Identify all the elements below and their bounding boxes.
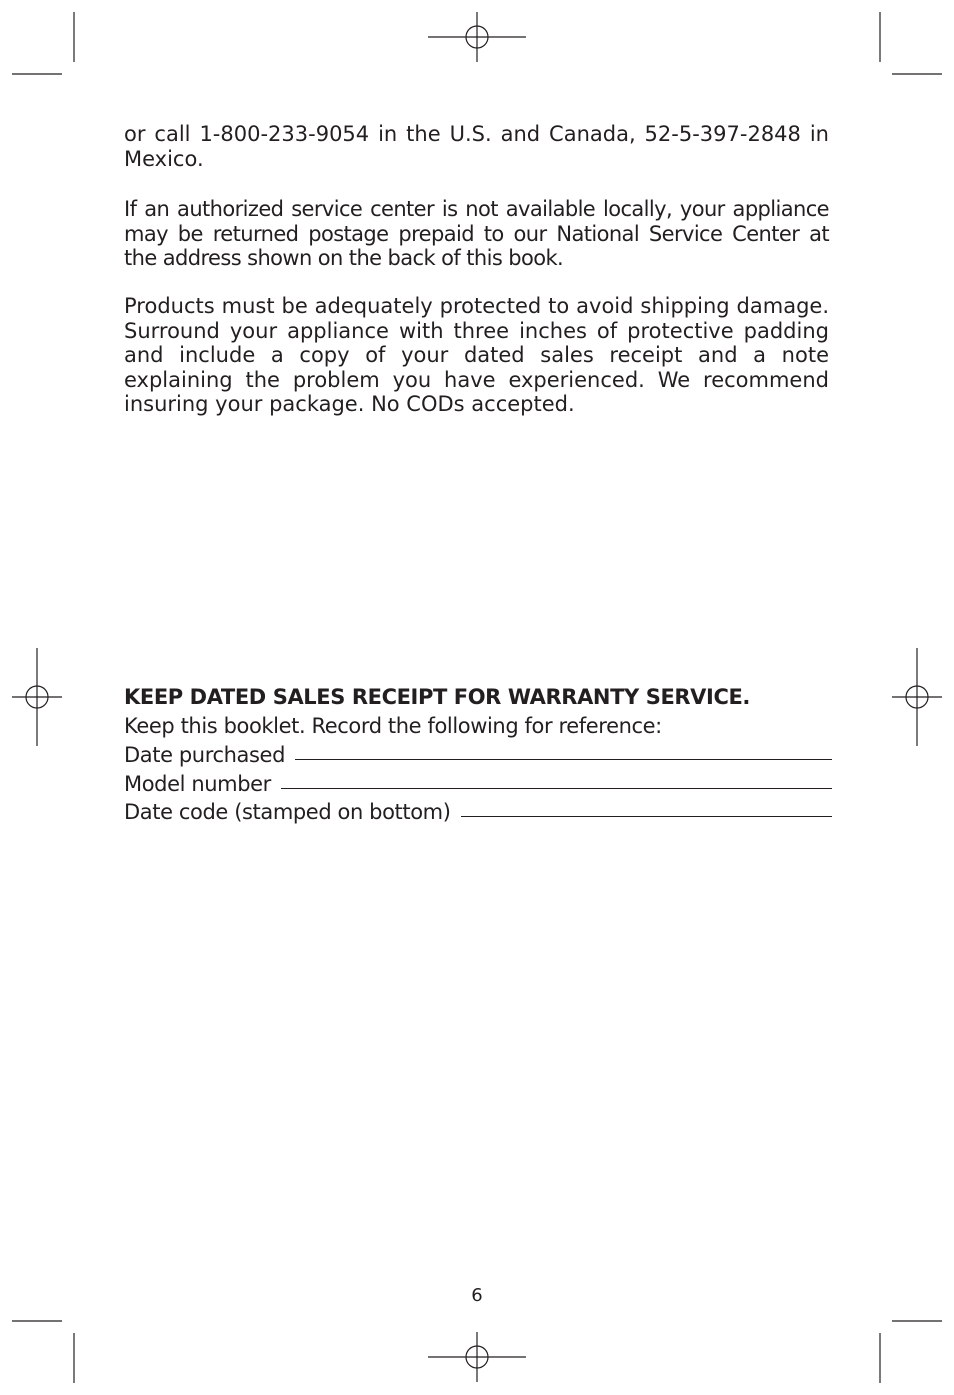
- date-purchased-field: [124, 741, 832, 770]
- registration-target-icon: [428, 12, 526, 62]
- record-instruction: Keep this booklet. Record the following for reference:: [124, 714, 662, 738]
- model-number-blank: [281, 787, 832, 789]
- paragraph-service-center: If an authorized service center is not available locally, your appliance may be returned postage prepaid to our National Service Center at the address shown on the back of this book.: [124, 197, 829, 270]
- page-number: 6: [471, 1285, 483, 1306]
- date-purchased-blank: [295, 758, 832, 760]
- date-code-label: Date code (stamped on bottom): [124, 800, 451, 824]
- registration-target-icon: [12, 648, 62, 746]
- model-number-field: [124, 770, 832, 799]
- paragraph-shipping: Products must be adequately protected to avoid shipping damage. Surround your appliance with three inches of protective padding and include a copy of your dated sales receipt and a note explaining the problem you have experienced. We recommend insuring your package. No CODs accepted.: [124, 294, 829, 416]
- date-code-field: [124, 798, 832, 827]
- registration-target-icon: [892, 648, 942, 746]
- date-purchased-label: Date purchased: [124, 743, 285, 767]
- model-number-label: Model number: [124, 771, 271, 796]
- date-code-blank: [461, 815, 832, 817]
- registration-target-icon: [428, 1332, 526, 1382]
- warranty-heading: KEEP DATED SALES RECEIPT FOR WARRANTY SERVICE.: [124, 685, 750, 709]
- warranty-record-section: [124, 683, 832, 827]
- paragraph-phone: or call 1-800-233-9054 in the U.S. and Canada, 52-5-397-2848 in Mexico.: [124, 122, 829, 171]
